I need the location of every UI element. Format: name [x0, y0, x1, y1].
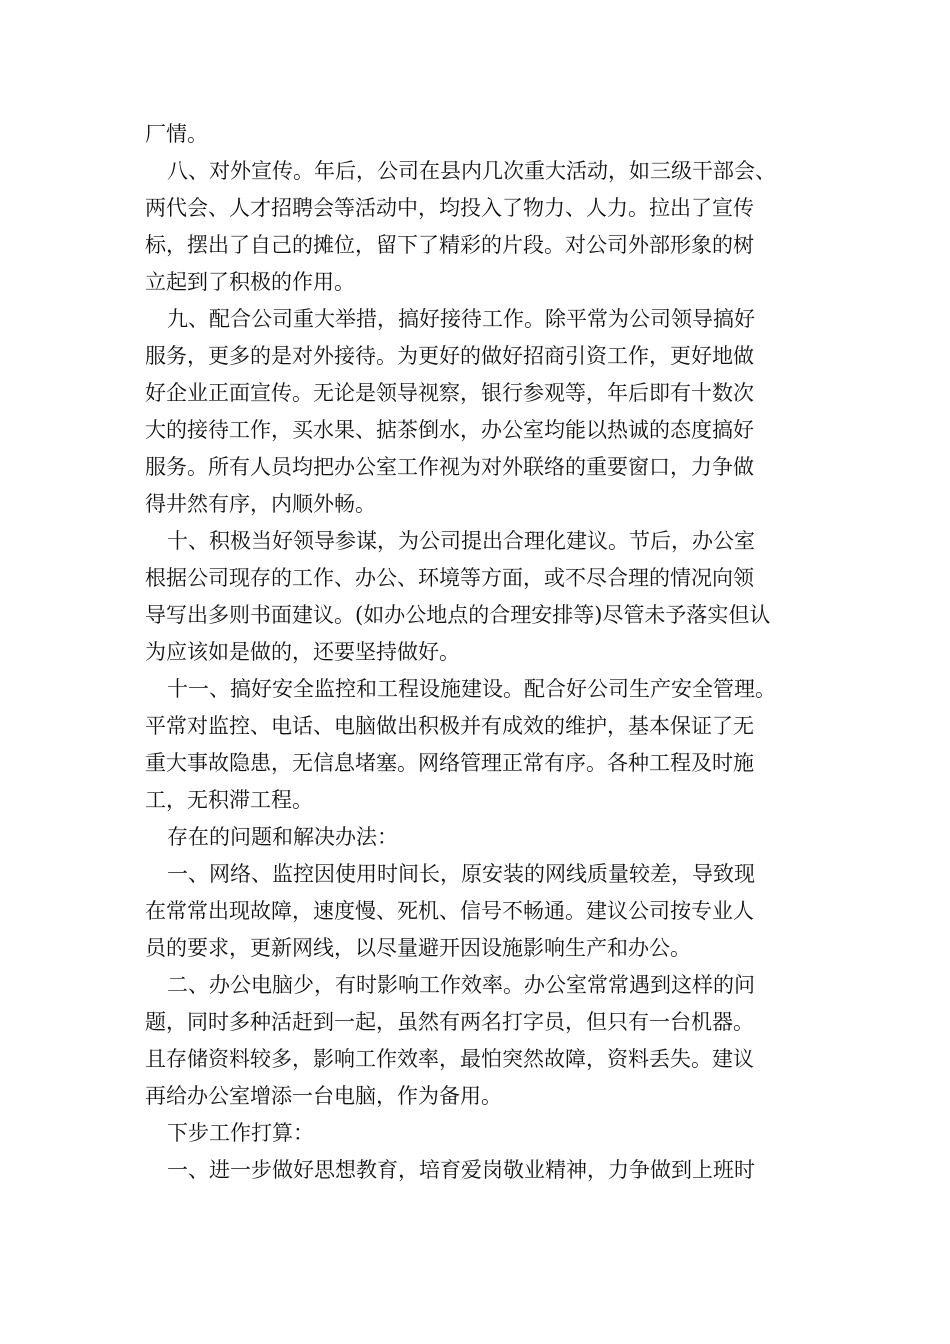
text-line: 八、对外宣传。年后，公司在县内几次重大活动，如三级干部会、 — [167, 159, 776, 183]
text-line: 工，无积滞工程。 — [145, 788, 313, 812]
text-line: 厂情。 — [145, 122, 208, 146]
text-line: 大的接待工作，买水果、掂茶倒水，办公室均能以热诚的态度搞好 — [145, 418, 754, 442]
text-line: 服务。所有人员均把办公室工作视为对外联络的重要窗口，力争做 — [145, 455, 754, 479]
text-line: 九、配合公司重大举措，搞好接待工作。除平常为公司领导搞好 — [167, 307, 755, 331]
text-line: 再给办公室增添一台电脑，作为备用。 — [145, 1084, 502, 1108]
text-line: 一、进一步做好思想教育，培育爱岗敬业精神，力争做到上班时 — [167, 1158, 755, 1182]
text-line: 得井然有序，内顺外畅。 — [145, 492, 376, 516]
text-line: 在常常出现故障，速度慢、死机、信号不畅通。建议公司按专业人 — [145, 899, 754, 923]
text-line: 导写出多则书面建议。(如办公地点的合理安排等)尽管未予落实但认 — [145, 603, 771, 627]
text-line: 为应该如是做的，还要坚持做好。 — [145, 640, 460, 664]
text-line: 一、网络、监控因使用时间长，原安装的网线质量较差，导致现 — [167, 862, 755, 886]
text-line: 平常对监控、电话、电脑做出积极并有成效的维护，基本保证了无 — [145, 714, 754, 738]
text-line: 员的要求，更新网线，以尽量避开因设施影响生产和办公。 — [145, 936, 691, 960]
text-line: 根据公司现存的工作、办公、环境等方面，或不尽合理的情况向领 — [145, 566, 754, 590]
section-heading: 下步工作打算： — [167, 1121, 314, 1145]
document-body — [145, 116, 835, 1189]
text-line: 十、积极当好领导参谋，为公司提出合理化建议。节后，办公室 — [167, 529, 755, 553]
section-heading: 存在的问题和解决办法： — [167, 825, 398, 849]
text-line: 且存储资料较多，影响工作效率，最怕突然故障，资料丢失。建议 — [145, 1047, 754, 1071]
text-line: 重大事故隐患，无信息堵塞。网络管理正常有序。各种工程及时施 — [145, 751, 754, 775]
text-line: 二、办公电脑少，有时影响工作效率。办公室常常遇到这样的问 — [167, 973, 755, 997]
text-line: 服务，更多的是对外接待。为更好的做好招商引资工作，更好地做 — [145, 344, 754, 368]
text-line: 题，同时多种活赶到一起，虽然有两名打字员，但只有一台机器。 — [145, 1010, 754, 1034]
text-line: 十一、搞好安全监控和工程设施建设。配合好公司生产安全管理。 — [167, 677, 776, 701]
text-line: 立起到了积极的作用。 — [145, 270, 355, 294]
text-line: 两代会、人才招聘会等活动中，均投入了物力、人力。拉出了宣传 — [145, 196, 754, 220]
text-line: 标，摆出了自己的摊位，留下了精彩的片段。对公司外部形象的树 — [145, 233, 754, 257]
text-line: 好企业正面宣传。无论是领导视察，银行参观等，年后即有十数次 — [145, 381, 754, 405]
